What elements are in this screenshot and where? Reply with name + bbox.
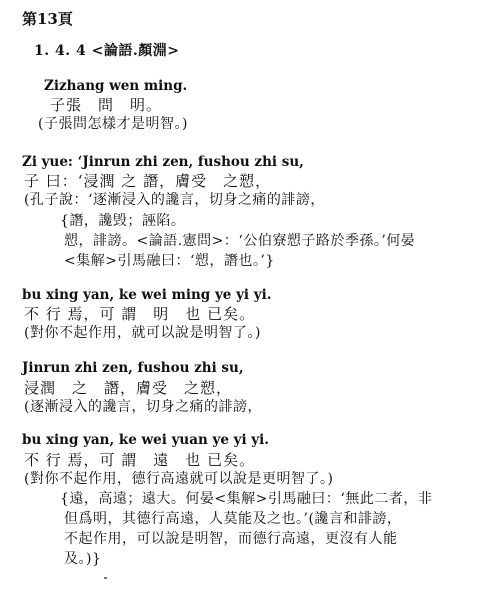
pinyin-line: Jinrun zhi zen, fushou zhi su, xyxy=(22,360,244,376)
annotation-line: 不起作用，可以說是明智，而德行高遠，更沒有人能 xyxy=(64,531,398,547)
page-title: 第13頁 xyxy=(22,10,73,28)
annotation-line: {譖，讒毁；誣陷。 xyxy=(60,213,186,229)
annotation-line: {遠，高遠；遠大。何晏<集解>引馬融曰：‘無此二者，非 xyxy=(60,491,433,507)
annotation-line: 愬，誹謗。<論語.憲問>：‘公伯寮愬子路於季孫。’何晏 xyxy=(64,233,416,249)
annotation-line: 及。)} xyxy=(64,551,102,567)
gloss-line: (子張問怎樣才是明智。) xyxy=(38,116,188,132)
gloss-line: (逐漸浸入的讒言，切身之痛的誹謗， xyxy=(24,399,262,415)
annotation-line: <集解>引馬融曰：‘愬，譖也。’} xyxy=(64,253,275,269)
gloss-line: (對你不起作用，德行高遠就可以說是更明智了。) xyxy=(24,471,334,487)
chinese-line: 不 行 焉，可 謂 遠 也 已矣。 xyxy=(24,451,256,469)
chinese-line: 子 曰：‘浸潤 之 譖，膚受 之愬， xyxy=(24,172,272,190)
pinyin-line: bu xing yan, ke wei ming ye yi yi. xyxy=(22,287,272,303)
chinese-line: 不 行 焉，可 謂 明 也 已矣。 xyxy=(24,305,256,323)
gloss-line: (對你不起作用，就可以說是明智了。) xyxy=(24,325,261,341)
annotation-line: 但爲明，其德行高遠，人莫能及之也。’(讒言和誹謗， xyxy=(64,511,402,527)
pinyin-line: bu xing yan, ke wei yuan ye yi yi. xyxy=(22,432,269,448)
gloss-line: (孔子說：‘逐漸浸入的讒言，切身之痛的誹謗， xyxy=(24,192,325,208)
pinyin-line: Zi yue: ‘Jinrun zhi zen, fushou zhi su, xyxy=(22,154,304,170)
chinese-line: 子張 問 明。 xyxy=(50,96,163,114)
section-title: 1. 4. 4 <論語.顏淵> xyxy=(34,43,180,59)
chinese-line: 浸潤 之 譖，膚受 之愬， xyxy=(24,379,233,397)
pinyin-line: Zizhang wen ming. xyxy=(44,78,188,94)
scan-speck xyxy=(104,577,107,579)
